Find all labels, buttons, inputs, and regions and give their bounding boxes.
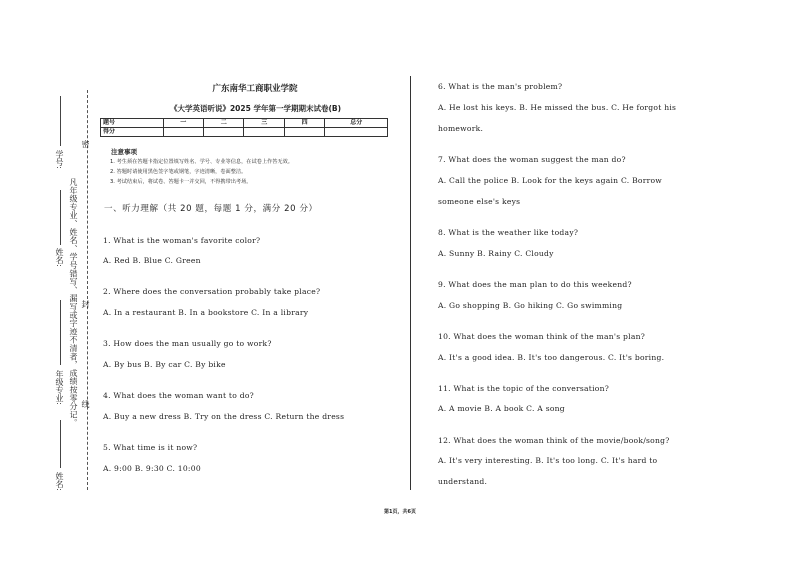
question-options: A. He lost his keys. B. He missed the bus. C. He forgot his <box>438 103 677 112</box>
question-options: A. It's a good idea. B. It's too dangerous. C. It's boring. <box>438 353 665 362</box>
class-major-label: 年级专业: <box>55 370 64 405</box>
student-id-underline <box>60 96 61 146</box>
page-number: 第1页，共6页 <box>384 509 416 515</box>
score-input-cell[interactable] <box>325 128 388 137</box>
score-cell: 总分 <box>325 119 388 128</box>
score-cell: 二 <box>204 119 244 128</box>
score-input-cell[interactable] <box>204 128 244 137</box>
question-text: 2. Where does the conversation probably take place? <box>103 287 321 296</box>
question-text: 6. What is the man's problem? <box>438 82 563 91</box>
name-label-bottom: 姓名: <box>55 472 64 491</box>
class-major-underline <box>60 300 61 365</box>
question-text: 10. What does the woman think of the man's plan? <box>438 332 646 341</box>
exam-title: 《大学英语听说》2025 学年第一学期期末试卷(B) <box>169 104 342 113</box>
score-cell: 一 <box>163 119 203 128</box>
score-cell: 题号 <box>101 119 164 128</box>
score-table-score-row <box>101 128 388 137</box>
question-text: 11. What is the topic of the conversation? <box>438 384 610 393</box>
question-text: 4. What does the woman want to do? <box>103 391 254 400</box>
score-input-cell[interactable] <box>244 128 284 137</box>
name-underline-top <box>60 190 61 245</box>
question-options-cont: homework. <box>438 124 484 133</box>
question-options-cont: understand. <box>438 477 488 486</box>
question-options: A. In a restaurant B. In a bookstore C. In a library <box>103 308 309 317</box>
question-text: 12. What does the woman think of the movie/book/song? <box>438 436 670 445</box>
question-options: A. Call the police B. Look for the keys again C. Borrow <box>438 176 663 185</box>
column-divider <box>410 76 411 490</box>
school-name: 广东南华工商职业学院 <box>212 84 298 94</box>
question-options-cont: someone else's keys <box>438 197 521 206</box>
question-text: 8. What is the weather like today? <box>438 228 579 237</box>
notice-item: 3. 考试结束后，将试卷、答题卡一并交回，不得携带出考场。 <box>110 179 252 185</box>
student-id-label: 学号: <box>55 150 64 169</box>
question-options: A. By bus B. By car C. By bike <box>103 360 226 369</box>
question-options: A. It's very interesting. B. It's too long. C. It's hard to <box>438 456 658 465</box>
question-options: A. Buy a new dress B. Try on the dress C. Return the dress <box>103 412 345 421</box>
score-input-cell[interactable] <box>284 128 324 137</box>
question-text: 7. What does the woman suggest the man do? <box>438 155 626 164</box>
score-cell: 得分 <box>101 128 164 137</box>
name-label-top: 姓名: <box>55 248 64 267</box>
binding-warning: 凡年级专业、姓名、学号错写、漏写或字迹不清者，成绩按零分记。 <box>69 178 78 427</box>
score-cell: 三 <box>244 119 284 128</box>
question-options: A. Red B. Blue C. Green <box>103 256 201 265</box>
score-input-cell[interactable] <box>163 128 203 137</box>
seal-char-feng: 封 <box>81 300 90 308</box>
question-text: 5. What time is it now? <box>103 443 198 452</box>
question-options: A. Sunny B. Rainy C. Cloudy <box>438 249 554 258</box>
name-underline-bottom <box>60 420 61 468</box>
score-table-header-row <box>101 119 388 128</box>
score-table <box>100 118 388 137</box>
question-options: A. A movie B. A book C. A song <box>438 404 565 413</box>
score-cell: 四 <box>284 119 324 128</box>
question-text: 9. What does the man plan to do this weekend? <box>438 280 632 289</box>
seal-char-mi: 密 <box>81 140 90 148</box>
question-text: 3. How does the man usually go to work? <box>103 339 272 348</box>
question-options: A. 9:00 B. 9:30 C. 10:00 <box>103 464 201 473</box>
notice-item: 2. 答题时请使用黑色签字笔或钢笔，字迹清晰，卷面整洁。 <box>110 169 247 175</box>
notice-title: 注意事项 <box>111 148 137 156</box>
question-options: A. Go shopping B. Go hiking C. Go swimming <box>438 301 623 310</box>
seal-char-xian: 线 <box>81 400 90 408</box>
section-title: 一、听力理解（共 20 题，每题 1 分，满分 20 分） <box>104 204 318 214</box>
binding-dashed-line <box>87 90 88 490</box>
notice-item: 1. 考生须在答题卡指定位置填写姓名、学号、专业等信息，在试卷上作答无效。 <box>110 159 293 165</box>
question-text: 1. What is the woman's favorite color? <box>103 236 261 245</box>
